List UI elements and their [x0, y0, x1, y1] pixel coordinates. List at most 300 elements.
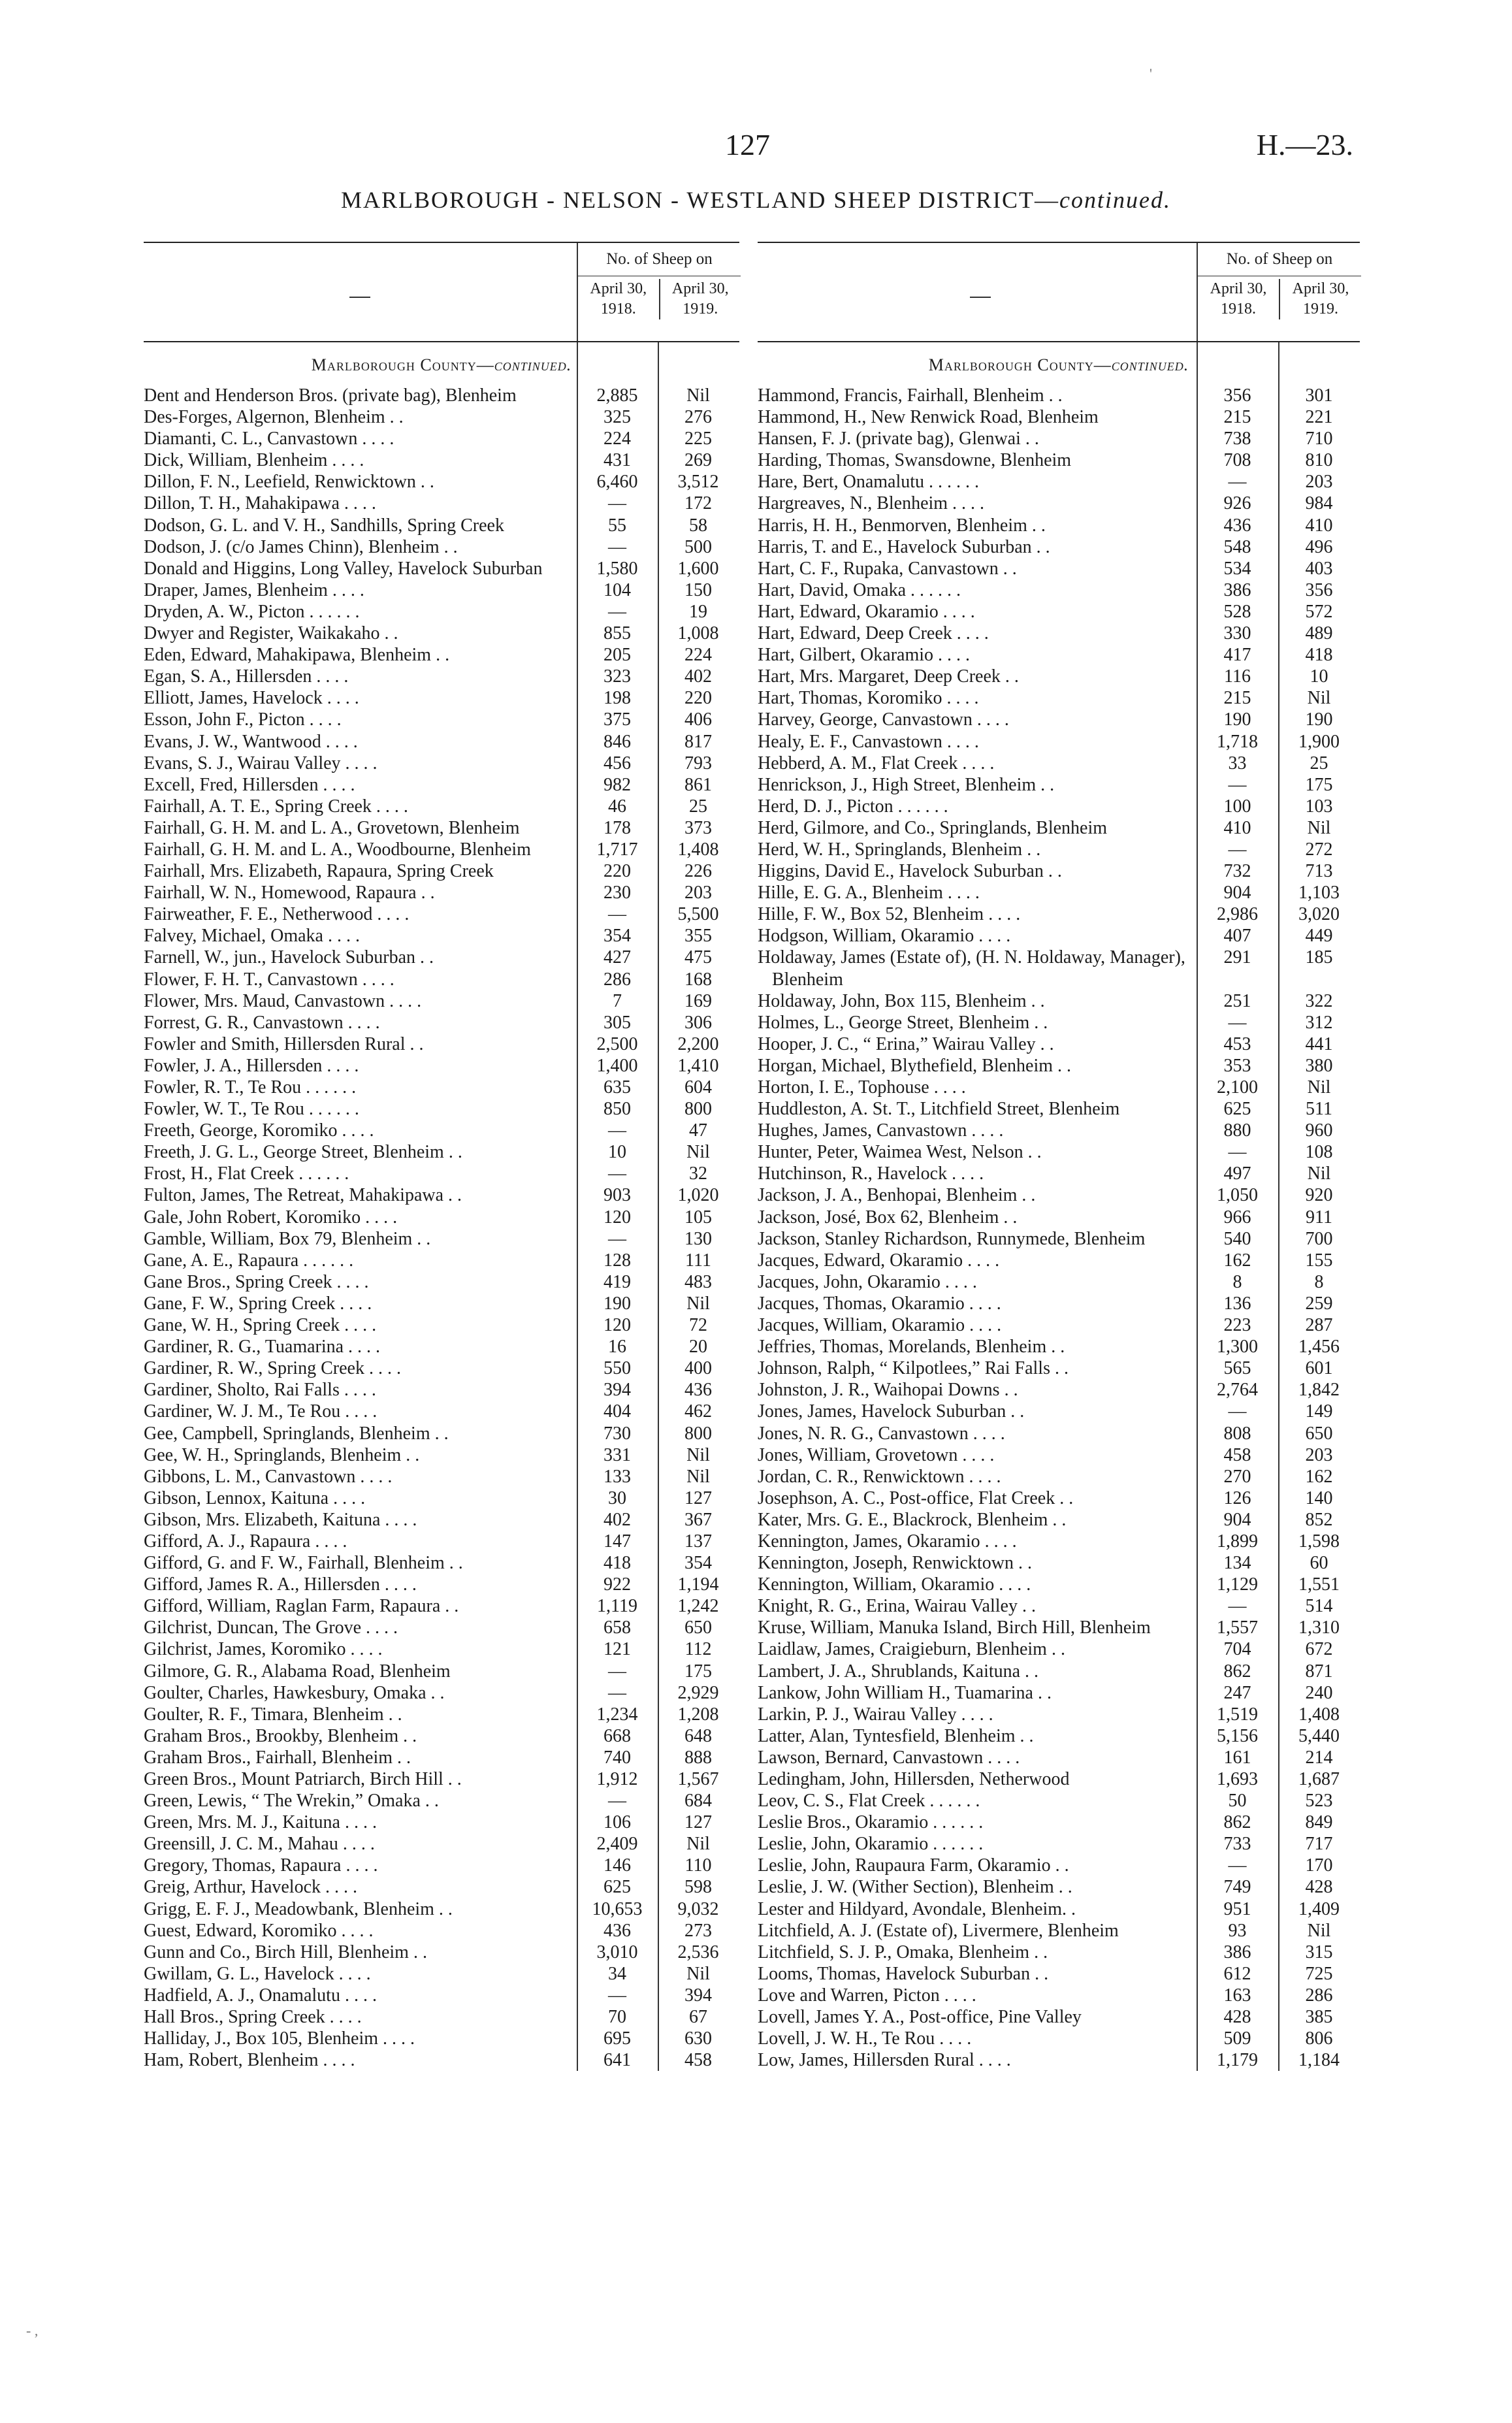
sheep-1918: 198	[603, 688, 631, 709]
owner-name: Flower, F. H. T., Canvastown . . . .	[144, 969, 394, 990]
owner-name: Henrickson, J., High Street, Blenheim . .	[758, 774, 1055, 795]
sheep-1918: 509	[1223, 2028, 1251, 2049]
page-number: 127	[725, 128, 770, 161]
sheep-1919: Nil	[1307, 688, 1331, 709]
sheep-1919: 185	[1305, 947, 1333, 968]
sheep-1919: 67	[689, 2007, 707, 2028]
owner-name: Looms, Thomas, Havelock Suburban . .	[758, 1963, 1049, 1984]
table-row	[144, 947, 739, 968]
sheep-1918: 7	[613, 990, 622, 1011]
sheep-1919: 172	[684, 493, 712, 514]
table-row	[758, 1250, 1360, 1271]
sheep-1919: 1,598	[1298, 1531, 1340, 1552]
owner-name: Kennington, William, Okaramio . . . .	[758, 1574, 1031, 1595]
sheep-1918: 120	[603, 1207, 631, 1228]
table-row	[144, 2006, 739, 2028]
table-row	[144, 644, 739, 666]
sheep-1919: 400	[684, 1358, 712, 1379]
sheep-1919: 1,020	[677, 1185, 719, 1206]
sheep-1919: Nil	[1307, 1920, 1331, 1941]
owner-name: Holdaway, John, Box 115, Blenheim . .	[758, 990, 1045, 1011]
sheep-1918: 10,653	[592, 1898, 643, 1919]
table-row	[758, 753, 1360, 774]
owner-name: Hart, Edward, Okaramio . . . .	[758, 601, 975, 622]
sheep-1918: —	[608, 1791, 626, 1812]
sheep-1919: 1,310	[1298, 1618, 1340, 1638]
sheep-1919: 1,008	[677, 623, 719, 644]
owner-name: Herd, W. H., Springlands, Blenheim . .	[758, 839, 1041, 860]
sheep-1918: 1,234	[596, 1704, 638, 1725]
sheep-1919: 475	[684, 947, 712, 968]
owner-name: Diamanti, C. L., Canvastown . . . .	[144, 429, 394, 449]
sheep-1919: 259	[1305, 1293, 1333, 1314]
title-main: MARLBOROUGH - NELSON - WESTLAND SHEEP DISTRICT—	[341, 187, 1060, 213]
table-row	[144, 1725, 739, 1747]
table-row	[144, 601, 739, 623]
sheep-1919: 1,409	[1298, 1898, 1340, 1919]
owner-name: Hammond, Francis, Fairhall, Blenheim . .	[758, 385, 1063, 406]
table-row	[144, 1012, 739, 1033]
sheep-1918: 749	[1223, 1877, 1251, 1898]
sheep-1919: 150	[684, 579, 712, 600]
sheep-1919: 168	[684, 969, 712, 990]
margin-mark: '	[1150, 65, 1152, 82]
owner-name: Green Bros., Mount Patriarch, Birch Hill . .	[144, 1769, 462, 1789]
sheep-1919: 394	[684, 1985, 712, 2006]
owner-name: Forrest, G. R., Canvastown . . . .	[144, 1012, 380, 1033]
owner-name: Low, James, Hillersden Rural . . . .	[758, 2050, 1011, 2071]
owner-name: Greensill, J. C. M., Mahau . . . .	[144, 1834, 375, 1855]
sheep-1918: 625	[603, 1877, 631, 1898]
sheep-1918: 93	[1228, 1920, 1247, 1941]
sheep-1919: 273	[684, 1920, 712, 1941]
table-row	[144, 1790, 739, 1812]
sheep-1919: 684	[684, 1791, 712, 1812]
sheep-1919: 127	[684, 1812, 712, 1833]
sheep-1918: —	[1228, 1012, 1247, 1033]
owner-name: Hille, F. W., Box 52, Blenheim . . . .	[758, 904, 1021, 925]
owner-name: Guest, Edward, Koromiko . . . .	[144, 1920, 374, 1941]
table-row	[144, 687, 739, 709]
sheep-1919: 601	[1305, 1358, 1333, 1379]
sheep-1919: 2,536	[677, 1942, 719, 1962]
table-row	[758, 1552, 1360, 1574]
owner-name: Gibbons, L. M., Canvastown . . . .	[144, 1466, 393, 1487]
sheep-1918: 740	[603, 1747, 631, 1768]
sheep-1919: 354	[684, 1553, 712, 1574]
table-row	[758, 1595, 1360, 1617]
sheep-1918: —	[1228, 1855, 1247, 1876]
owner-name: Ledingham, John, Hillersden, Netherwood	[758, 1769, 1070, 1789]
sheep-1919: 269	[684, 450, 712, 471]
sheep-1918: 178	[603, 817, 631, 838]
sheep-1919: 140	[1305, 1488, 1333, 1508]
sheep-1919: 2,200	[677, 1033, 719, 1054]
owner-name: Hebberd, A. M., Flat Creek . . . .	[758, 753, 995, 773]
table-row	[758, 1466, 1360, 1488]
table-row	[758, 1682, 1360, 1704]
table-row	[758, 1012, 1360, 1033]
table-row	[758, 817, 1360, 839]
sheep-1918: 732	[1223, 861, 1251, 882]
table-row	[758, 1531, 1360, 1552]
sheep-1918: 862	[1223, 1661, 1251, 1682]
table-row	[758, 796, 1360, 817]
sheep-1919: 500	[684, 536, 712, 557]
sheep-1918: 356	[1223, 385, 1251, 406]
owner-name: Falvey, Michael, Omaka . . . .	[144, 926, 360, 947]
sheep-1918: 730	[603, 1423, 631, 1444]
table-row	[758, 385, 1360, 406]
owner-name: Johnson, Ralph, “ Kilpotlees,” Rai Falls . .	[758, 1358, 1069, 1379]
owner-name: Gibson, Mrs. Elizabeth, Kaituna . . . .	[144, 1509, 417, 1530]
sheep-1919: 793	[684, 753, 712, 773]
sheep-1918: 548	[1223, 536, 1251, 557]
sheep-1919: 806	[1305, 2028, 1333, 2049]
table-row	[758, 1120, 1360, 1141]
table-row	[758, 406, 1360, 428]
table-row	[144, 1336, 739, 1358]
owner-name: Lovell, James Y. A., Post-office, Pine Valley	[758, 2007, 1082, 2028]
sheep-1918: —	[608, 1120, 626, 1141]
owner-name: Freeth, J. G. L., George Street, Blenheim . .	[144, 1142, 462, 1163]
sheep-1918: 323	[603, 666, 631, 687]
owner-name: Fowler, W. T., Te Rou . . . . . .	[144, 1099, 359, 1120]
table-row	[144, 1358, 739, 1379]
table-row	[758, 471, 1360, 493]
sheep-1919: 380	[1305, 1055, 1333, 1076]
sheep-1919: 1,687	[1298, 1769, 1340, 1789]
table-row	[144, 990, 739, 1012]
table-row	[758, 2028, 1360, 2049]
table-row	[758, 1184, 1360, 1206]
sheep-1918: 147	[603, 1531, 631, 1552]
table-row	[758, 1574, 1360, 1595]
table-row	[144, 796, 739, 817]
owner-name: Holmes, L., George Street, Blenheim . .	[758, 1012, 1048, 1033]
owner-name: Evans, J. W., Wantwood . . . .	[144, 731, 358, 752]
sheep-1919: 20	[689, 1337, 707, 1358]
sheep-1918: 55	[608, 515, 626, 536]
owner-name: Hart, Edward, Deep Creek . . . .	[758, 623, 989, 644]
owner-name: Draper, James, Blenheim . . . .	[144, 579, 364, 600]
sheep-1918: 10	[608, 1142, 626, 1163]
table-row	[758, 1942, 1360, 1963]
owner-name: Gilmore, G. R., Alabama Road, Blenheim	[144, 1661, 451, 1682]
sheep-1919: 800	[684, 1423, 712, 1444]
owner-name: Fairhall, G. H. M. and L. A., Grovetown, Blenheim	[144, 817, 520, 838]
owner-name: Dillon, F. N., Leefield, Renwicktown . .	[144, 472, 434, 493]
sheep-1919: 650	[1305, 1423, 1333, 1444]
sheep-1918: 2,409	[596, 1834, 638, 1855]
table-row	[758, 1876, 1360, 1898]
sheep-1919: 3,512	[677, 472, 719, 493]
section-label: Marlborough County—	[928, 355, 1112, 374]
sheep-1919: 25	[689, 796, 707, 817]
sheep-1919: Nil	[686, 1142, 710, 1163]
sheep-1918: 1,179	[1217, 2050, 1258, 2071]
owner-name: Farnell, W., jun., Havelock Suburban . .	[144, 947, 434, 968]
sheep-1918: 230	[603, 883, 631, 903]
owner-name: Ham, Robert, Blenheim . . . .	[144, 2050, 355, 2071]
header-group-label: No. of Sheep on	[578, 243, 741, 276]
table-row	[758, 839, 1360, 860]
sheep-1919: 598	[684, 1877, 712, 1898]
sheep-1919: 514	[1305, 1596, 1333, 1617]
table-row	[758, 449, 1360, 471]
owner-name: Hutchinson, R., Havelock . . . .	[758, 1163, 984, 1184]
owner-name: Gunn and Co., Birch Hill, Blenheim . .	[144, 1942, 427, 1962]
sheep-1919: 2,929	[677, 1682, 719, 1703]
sheep-1919: 630	[684, 2028, 712, 2049]
sheep-1919: 800	[684, 1099, 712, 1120]
table-row	[758, 1207, 1360, 1228]
sheep-1918: 926	[1223, 493, 1251, 514]
sheep-1919: 32	[689, 1163, 707, 1184]
sheep-1918: 330	[1223, 623, 1251, 644]
sheep-1918: 386	[1223, 579, 1251, 600]
table-row	[758, 860, 1360, 882]
table-row	[144, 1077, 739, 1098]
owner-name: Gifford, James R. A., Hillersden . . . .	[144, 1574, 417, 1595]
sheep-1919: 226	[684, 861, 712, 882]
sheep-1918: 121	[603, 1639, 631, 1660]
owner-name: Gregory, Thomas, Rapaura . . . .	[144, 1855, 378, 1876]
sheep-1919: 175	[684, 1661, 712, 1682]
owner-name: Herd, D. J., Picton . . . . . .	[758, 796, 948, 817]
sheep-1918: —	[1228, 1596, 1247, 1617]
owner-name: Gifford, William, Raglan Farm, Rapaura . .	[144, 1596, 459, 1617]
owner-name: Des-Forges, Algernon, Blenheim . .	[144, 407, 404, 428]
owner-name: Gardiner, R. W., Spring Creek . . . .	[144, 1358, 401, 1379]
sheep-1919: 355	[684, 926, 712, 947]
sheep-1918: 126	[1223, 1488, 1251, 1508]
sheep-1918: 162	[1223, 1250, 1251, 1271]
table-row	[758, 579, 1360, 601]
sheep-1919: 3,020	[1298, 904, 1340, 925]
sheep-1918: 708	[1223, 450, 1251, 471]
owner-name: Harris, H. H., Benmorven, Blenheim . .	[758, 515, 1046, 536]
owner-name: Hart, Thomas, Koromiko . . . .	[758, 688, 979, 709]
page-title	[0, 186, 1512, 214]
sheep-1919: 108	[1305, 1142, 1333, 1163]
sheep-1919: 221	[1305, 407, 1333, 428]
table-row	[758, 1379, 1360, 1401]
sheep-1918: —	[1228, 1401, 1247, 1422]
table-row	[144, 731, 739, 753]
sheep-1919: 402	[684, 666, 712, 687]
sheep-1918: 190	[603, 1293, 631, 1314]
sheep-1918: 528	[1223, 601, 1251, 622]
table-row	[144, 1876, 739, 1898]
owner-name: Kennington, James, Okaramio . . . .	[758, 1531, 1017, 1552]
owner-name: Litchfield, S. J. P., Omaka, Blenheim . .	[758, 1942, 1048, 1962]
table-row	[144, 709, 739, 730]
sheep-1919: 47	[689, 1120, 707, 1141]
sheep-1918: 846	[603, 731, 631, 752]
owner-name: Leov, C. S., Flat Creek . . . . . .	[758, 1791, 980, 1812]
owner-name: Gardiner, W. J. M., Te Rou . . . .	[144, 1401, 378, 1422]
section-label: Marlborough County—	[311, 355, 494, 374]
table-row	[758, 1617, 1360, 1638]
sheep-1919: 5,500	[677, 904, 719, 925]
owner-name: Halliday, J., Box 105, Blenheim . . . .	[144, 2028, 415, 2049]
table-row	[758, 1747, 1360, 1768]
sheep-1918: 6,460	[596, 472, 638, 493]
sheep-1919: 170	[1305, 1855, 1333, 1876]
sheep-1918: —	[608, 1228, 626, 1249]
sheep-1919: 1,456	[1298, 1337, 1340, 1358]
sheep-1918: 419	[603, 1271, 631, 1292]
sheep-1919: 650	[684, 1618, 712, 1638]
sheep-1919: 214	[1305, 1747, 1333, 1768]
sheep-1918: 46	[608, 796, 626, 817]
table-row	[758, 1098, 1360, 1120]
owner-name: Fairweather, F. E., Netherwood . . . .	[144, 904, 410, 925]
table-header	[758, 242, 1360, 342]
sheep-1918: —	[608, 904, 626, 925]
owner-name: Lambert, J. A., Shrublands, Kaituna . .	[758, 1661, 1039, 1682]
table-row	[144, 428, 739, 449]
sheep-1918: 8	[1232, 1271, 1242, 1292]
table-row	[758, 666, 1360, 687]
owner-name: Dwyer and Register, Waikakaho . .	[144, 623, 398, 644]
owner-name: Hodgson, William, Okaramio . . . .	[758, 926, 1011, 947]
sheep-1919: 489	[1305, 623, 1333, 644]
table-row	[144, 969, 739, 990]
sheep-1918: 163	[1223, 1985, 1251, 2006]
sheep-1919: 367	[684, 1509, 712, 1530]
owner-name: Jordan, C. R., Renwicktown . . . .	[758, 1466, 1001, 1487]
sheep-1918: 120	[603, 1315, 631, 1336]
sheep-1918: —	[608, 601, 626, 622]
table-row	[758, 493, 1360, 514]
table-row	[758, 1336, 1360, 1358]
table-row	[758, 2006, 1360, 2028]
owner-name: Healy, E. F., Canvastown . . . .	[758, 731, 979, 752]
table-row	[144, 1033, 739, 1055]
owner-name: Gardiner, R. G., Tuamarina . . . .	[144, 1337, 381, 1358]
sheep-1918: 427	[603, 947, 631, 968]
owner-name: Fairhall, W. N., Homewood, Rapaura . .	[144, 883, 435, 903]
table-row	[758, 1423, 1360, 1444]
sheep-1918: 354	[603, 926, 631, 947]
table-row	[758, 601, 1360, 623]
owner-name: Higgins, David E., Havelock Suburban . .	[758, 861, 1062, 882]
sheep-1919: 60	[1310, 1553, 1328, 1574]
sheep-1918: 1,912	[596, 1769, 638, 1789]
sheep-1918: 951	[1223, 1898, 1251, 1919]
sheep-1918: 134	[1223, 1553, 1251, 1574]
sheep-1918: 1,718	[1217, 731, 1258, 752]
table-row	[144, 493, 739, 514]
sheep-1918: —	[608, 536, 626, 557]
sheep-1918: 1,580	[596, 558, 638, 579]
sheep-1918: 3,010	[596, 1942, 638, 1962]
owner-name: Hart, Gilbert, Okaramio . . . .	[758, 645, 971, 666]
sheep-1919: 1,567	[677, 1769, 719, 1789]
table-row	[144, 2049, 739, 2071]
sheep-1919: 315	[1305, 1942, 1333, 1962]
table-row	[144, 1531, 739, 1552]
sheep-1918: 116	[1224, 666, 1251, 687]
owner-name: Dryden, A. W., Picton . . . . . .	[144, 601, 360, 622]
sheep-1919: 5,440	[1298, 1725, 1340, 1746]
sheep-1918: 808	[1223, 1423, 1251, 1444]
sheep-1919: 672	[1305, 1639, 1333, 1660]
sheep-1918: 534	[1223, 558, 1251, 579]
owner-name: Josephson, A. C., Post-office, Flat Creek . .	[758, 1488, 1074, 1508]
sheep-1919: 225	[684, 429, 712, 449]
table-row	[144, 558, 739, 579]
owner-name: Hooper, J. C., “ Erina,” Wairau Valley . .	[758, 1033, 1054, 1054]
sheep-1919: 1,408	[1298, 1704, 1340, 1725]
table-row	[758, 1314, 1360, 1336]
owner-name: Holdaway, James (Estate of), (H. N. Holdaway, Manager), Blenheim	[758, 947, 1185, 990]
sheep-1918: —	[1228, 839, 1247, 860]
table-row	[144, 817, 739, 839]
sheep-1919: 203	[684, 883, 712, 903]
sheep-1918: 862	[1223, 1812, 1251, 1833]
sheep-1919: 523	[1305, 1791, 1333, 1812]
sheep-1918: 550	[603, 1358, 631, 1379]
table-row	[758, 1293, 1360, 1314]
sheep-1918: 436	[1223, 515, 1251, 536]
header-group-label: No. of Sheep on	[1198, 243, 1361, 276]
sheep-1919: 103	[1305, 796, 1333, 817]
owner-name: Dodson, J. (c/o James Chinn), Blenheim . .	[144, 536, 458, 557]
sheep-1919: 428	[1305, 1877, 1333, 1898]
sheep-1918: 540	[1223, 1228, 1251, 1249]
sheep-1918: 2,885	[596, 385, 638, 406]
owner-name: Jones, James, Havelock Suburban . .	[758, 1401, 1025, 1422]
table-row	[758, 925, 1360, 947]
sheep-1918: 880	[1223, 1120, 1251, 1141]
owner-name: Hart, David, Omaka . . . . . .	[758, 579, 961, 600]
table-row	[144, 1985, 739, 2006]
sheep-1919: 112	[684, 1639, 712, 1660]
table-row	[144, 1098, 739, 1120]
owner-name: Jeffries, Thomas, Morelands, Blenheim . .	[758, 1337, 1065, 1358]
sheep-1919: 648	[684, 1725, 712, 1746]
table-row	[144, 1595, 739, 1617]
table-row	[758, 1401, 1360, 1422]
sheep-1918: 205	[603, 645, 631, 666]
sheep-1918: 641	[603, 2050, 631, 2071]
table-row	[144, 2028, 739, 2049]
table-header	[144, 242, 739, 342]
table-row	[758, 1488, 1360, 1509]
table-row	[144, 1293, 739, 1314]
section-suffix: continued.	[494, 355, 572, 374]
sheep-1919: 403	[1305, 558, 1333, 579]
table-row	[144, 1638, 739, 1660]
table-row	[144, 753, 739, 774]
owner-name: Gardiner, Sholto, Rai Falls . . . .	[144, 1380, 376, 1401]
sheep-1918: 30	[608, 1488, 626, 1508]
owner-name: Esson, John F., Picton . . . .	[144, 709, 342, 730]
owner-rows	[144, 385, 739, 2071]
table-row	[758, 1271, 1360, 1293]
table-row	[758, 1704, 1360, 1725]
table-row	[758, 709, 1360, 730]
sheep-1918: 2,764	[1217, 1380, 1258, 1401]
table-row	[144, 1617, 739, 1638]
table-row	[758, 1509, 1360, 1531]
sheep-1919: 203	[1305, 1444, 1333, 1465]
table-body	[758, 342, 1360, 2071]
sheep-1918: 251	[1223, 990, 1251, 1011]
